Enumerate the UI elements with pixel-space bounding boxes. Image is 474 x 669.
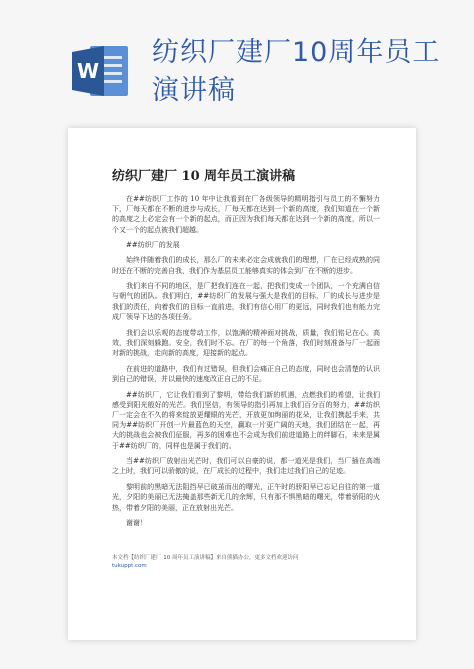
svg-text:W: W xyxy=(76,59,100,83)
paragraph: 在##纺织厂工作的 10 年中让我看到在厂各级领导的精明指引与员工的不懈努力下，厂每天都在不断的进步与成长，厂每天都在达到一个新的高度，我们知道在一个新的高度之上必定会有一个新的起点，而正因为我们每天都在达到一个新的高度，所以一个又一个的起点被我们超越。 xyxy=(112,195,380,234)
document-page xyxy=(68,128,416,640)
paragraph: 我们会以乐观的态度带动工作，以饱满的精神面对挑战，质量，我们铭记在心。高效，我们深刻躲跑。安全，我们时不忘。在厂的每一个角落，我们时刻准备与厂一起面对新的挑战，走向新的高度，迎接新的起点。 xyxy=(112,328,380,357)
word-doc-icon xyxy=(70,40,132,102)
paragraph: 始终伴随着我们的成长，那么厂的未来必定会成就我们的理想，厂在已经成熟的同时还在不断的完善自我，我们作为基层员工能够真实的体会到厂在不断的进步。 xyxy=(112,256,380,275)
closing-text: 谢谢！ xyxy=(126,519,147,528)
section-subheading: ##纺织厂的发展 xyxy=(126,241,180,250)
paragraph: 在前进的道路中，我们有过错误，但我们会痛正自己的态度，同时也会清楚的认识到自己的错误，并以最快的速度改正自己的不足。 xyxy=(112,364,380,383)
footer-link[interactable]: tukuppt.com xyxy=(112,563,147,569)
paragraph: 我们来自不同的地区，是厂把我们连在一起，把我们变成一个团队，一个充满自信与朝气的团队。我们明白，##纺织厂的发展与强大是我们的目标，厂的成长与进步是我们的责任，向着我们的目标一直前进，我们有信心用厂的更远，同时我们也有能力完成厂领导下达的各项任务。 xyxy=(112,282,380,321)
header xyxy=(0,0,474,120)
document-footer xyxy=(112,554,380,570)
page-title: 纺织厂建厂10周年员工演讲稿 xyxy=(152,37,441,106)
paragraph: 当##纺织厂放射出光芒时，我们可以自豪的说，都一道光是我们，当厂插在高端之上时，我们可以骄傲的说，在厂成长的过程中，我们走过我们自己的足迹。 xyxy=(112,457,380,476)
paragraph: ##纺织厂，它让我们看到了黎明，带给我们新的机遇，点燃我们的希望，让我们感受到阳光般好的光芒。我们坚信，有领导的指引再加上我们百分百的努力，##纺织厂一定会在不久的将来绽放更耀眼的光芒，开放更加绚丽的花朵，让我们携起手来，共同为##纺织厂开创一片最蓝色的天空，赢取一片更广阔的天地，我们团结在一起，再大的挑战也会被我们征服，再多的困难也不会成为我们前进道路上的绊脚石，未来是属于##纺织厂的，同样也是属于我们的。 xyxy=(112,390,380,450)
document-title: 纺织厂建厂 10 周年员工演讲稿 xyxy=(112,169,296,184)
document-body xyxy=(112,194,380,534)
paragraph: 黎明前的黑暗无法阻挡早已破茧而出的曙光，正午时的骄阳早已忘记自往的第一道光，夕阳的美丽已无法掩盖那些新无几的余辉，只有那不惧黑暗的曙光，带着骄阳的火热，带着夕阳的美丽，正在放射出光芒。 xyxy=(112,483,380,512)
footer-note: 本文档【纺织厂建厂 10 周年员工演讲稿】来自熊猫办公，更多文档欢迎访问 xyxy=(112,555,299,561)
